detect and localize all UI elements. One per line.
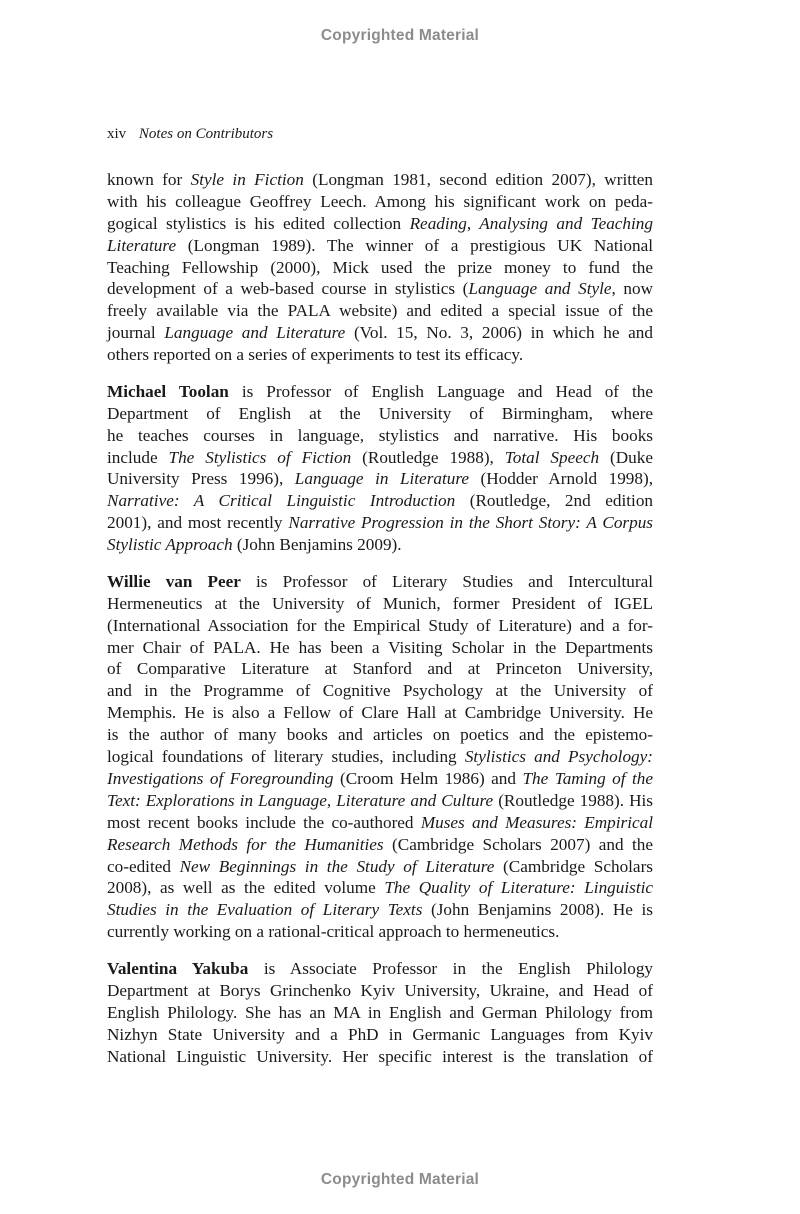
text-run: is Professor of Literary Studies and Intercultural xyxy=(240,571,653,591)
text-line xyxy=(107,447,653,469)
italic-title: The Quality of Literature: Linguistic xyxy=(384,878,654,898)
text-run: (Duke xyxy=(599,447,653,467)
text-line xyxy=(107,790,653,812)
text-run: Hermeneutics at the University of Munich, former President of IGEL xyxy=(107,593,653,613)
text-line xyxy=(107,637,653,659)
text-run: (Vol. 15, No. 3, 2006) in which he and xyxy=(345,323,653,343)
italic-title: Stylistics and Psychology: xyxy=(464,747,653,767)
text-run: (John Benjamins 2008). He is xyxy=(422,900,653,920)
text-run: others reported on a series of experiments to test its efficacy. xyxy=(107,345,524,365)
text-run: (Routledge 1988). His xyxy=(493,790,653,810)
text-run: is the author of many books and articles on poetics and the epistemo- xyxy=(107,725,653,745)
text-line xyxy=(107,958,653,980)
text-run: (Longman 1981, second edition 2007), written xyxy=(303,170,653,189)
text-run: known for xyxy=(107,170,191,189)
text-line xyxy=(107,1002,653,1024)
italic-title: Narrative Progression in the Short Story: A Corpus xyxy=(288,513,653,533)
text-line xyxy=(107,768,653,790)
text-line xyxy=(107,344,653,366)
text-line xyxy=(107,322,653,344)
contributor-paragraph xyxy=(107,381,653,556)
italic-title: Narrative: A Critical Linguistic Introduction xyxy=(107,491,456,511)
running-title: Notes on Contributors xyxy=(138,126,274,142)
text-run: (Longman 1989). The winner of a prestigious UK National xyxy=(176,235,653,255)
text-run: (Cambridge Scholars 2007) and the xyxy=(383,834,653,854)
italic-title: Text: Explorations in Language, Literature and Culture xyxy=(107,790,494,810)
text-line xyxy=(107,278,653,300)
text-run: (Hodder Arnold 1998), xyxy=(469,469,653,489)
text-run: , now xyxy=(611,279,653,299)
text-run: logical foundations of literary studies, including xyxy=(107,747,465,767)
text-line xyxy=(107,512,653,534)
text-run: Teaching Fellowship (2000), Mick used the prize money to fund the xyxy=(107,257,653,277)
running-head xyxy=(107,126,273,143)
text-run: gogical stylistics is his edited collection xyxy=(107,213,410,233)
text-run: (Routledge, 2nd edition xyxy=(455,491,654,511)
contributor-paragraph xyxy=(107,169,653,366)
paragraph-gap xyxy=(107,943,653,958)
text-line xyxy=(107,235,653,257)
italic-title: Investigations of Foregrounding xyxy=(107,768,334,788)
text-line xyxy=(107,381,653,403)
text-line xyxy=(107,899,653,921)
copyright-watermark-bottom: Copyrighted Material xyxy=(320,1171,480,1188)
text-line xyxy=(107,300,653,322)
contributor-name: Willie van Peer xyxy=(107,571,241,591)
text-run: journal xyxy=(107,323,165,343)
text-run: co-edited xyxy=(107,856,180,876)
body-text xyxy=(107,169,653,1067)
text-run: development of a web-based course in stylistics ( xyxy=(107,279,469,299)
text-line xyxy=(107,425,653,447)
contributor-paragraph xyxy=(107,958,653,1067)
italic-title: Literature xyxy=(107,235,177,255)
italic-title: The Taming of the xyxy=(522,768,653,788)
text-line xyxy=(107,856,653,878)
text-line xyxy=(107,680,653,702)
text-line xyxy=(107,980,653,1002)
italic-title: Research Methods for the Humanities xyxy=(107,834,384,854)
italic-title: The Stylistics of Fiction xyxy=(168,447,352,467)
italic-title: Muses and Measures: Empirical xyxy=(420,812,653,832)
text-run: is Professor of English Language and Head of the xyxy=(228,381,653,401)
text-run: of Comparative Literature at Stanford and at Princeton University, xyxy=(107,659,653,679)
text-run: he teaches courses in language, stylistics and narrative. His books xyxy=(107,425,653,445)
text-run: (John Benjamins 2009). xyxy=(232,535,402,555)
text-run: English Philology. She has an MA in English and German Philology from xyxy=(107,1002,653,1022)
paragraph-gap xyxy=(107,556,653,571)
text-line xyxy=(107,571,653,593)
text-run: most recent books include the co-authored xyxy=(107,812,421,832)
text-run: Memphis. He is also a Fellow of Clare Hall at Cambridge University. He xyxy=(107,703,653,723)
text-line xyxy=(107,213,653,235)
text-run: 2008), as well as the edited volume xyxy=(107,878,385,898)
text-line xyxy=(107,1046,653,1068)
text-line xyxy=(107,468,653,490)
text-line xyxy=(107,724,653,746)
text-line xyxy=(107,593,653,615)
text-run: Nizhyn State University and a PhD in Germanic Languages from Kyiv xyxy=(107,1024,653,1044)
page-number: xiv xyxy=(107,126,127,142)
text-line xyxy=(107,834,653,856)
italic-title: Total Speech xyxy=(504,447,600,467)
text-run: mer Chair of PALA. He has been a Visiting Scholar in the Departments xyxy=(107,637,653,657)
text-run: 2001), and most recently xyxy=(107,513,289,533)
text-line xyxy=(107,1024,653,1046)
italic-title: Studies in the Evaluation of Literary Texts xyxy=(107,900,423,920)
text-run: (Cambridge Scholars xyxy=(494,856,653,876)
text-line xyxy=(107,169,653,191)
text-line xyxy=(107,615,653,637)
text-line xyxy=(107,257,653,279)
text-run: with his colleague Geoffrey Leech. Among his significant work on peda- xyxy=(107,191,653,211)
italic-title: Stylistic Approach xyxy=(107,535,233,555)
text-run: (Routledge 1988), xyxy=(351,447,505,467)
italic-title: Reading, Analysing and Teaching xyxy=(409,213,653,233)
text-run: freely available via the PALA website) and edited a special issue of the xyxy=(107,301,653,321)
text-line xyxy=(107,490,653,512)
text-line xyxy=(107,191,653,213)
text-run: Department of English at the University of Birmingham, where xyxy=(107,403,653,423)
text-line xyxy=(107,746,653,768)
text-run: (International Association for the Empirical Study of Literature) and a for- xyxy=(107,615,653,635)
italic-title: Language and Literature xyxy=(164,323,346,343)
contributor-name: Michael Toolan xyxy=(107,381,229,401)
text-line xyxy=(107,534,653,556)
text-run: University Press 1996), xyxy=(107,469,295,489)
contributor-name: Valentina Yakuba xyxy=(107,958,249,978)
contributor-paragraph xyxy=(107,571,653,943)
text-run: currently working on a rational-critical approach to hermeneutics. xyxy=(107,922,560,942)
text-run: (Croom Helm 1986) and xyxy=(333,768,523,788)
text-line xyxy=(107,658,653,680)
text-line xyxy=(107,812,653,834)
text-run: Department at Borys Grinchenko Kyiv University, Ukraine, and Head of xyxy=(107,980,653,1000)
text-run: include xyxy=(107,447,169,467)
paragraph-gap xyxy=(107,366,653,381)
italic-title: Style in Fiction xyxy=(190,170,304,189)
text-line xyxy=(107,403,653,425)
text-line xyxy=(107,702,653,724)
text-line xyxy=(107,877,653,899)
copyright-watermark-top: Copyrighted Material xyxy=(320,27,480,44)
text-run: National Linguistic University. Her specific interest is the translation of xyxy=(107,1046,653,1066)
italic-title: Language in Literature xyxy=(294,469,470,489)
text-run: is Associate Professor in the English Philology xyxy=(248,958,654,978)
italic-title: New Beginnings in the Study of Literature xyxy=(179,856,495,876)
italic-title: Language and Style xyxy=(468,279,612,299)
text-line xyxy=(107,921,653,943)
text-run: and in the Programme of Cognitive Psychology at the University of xyxy=(107,681,653,701)
